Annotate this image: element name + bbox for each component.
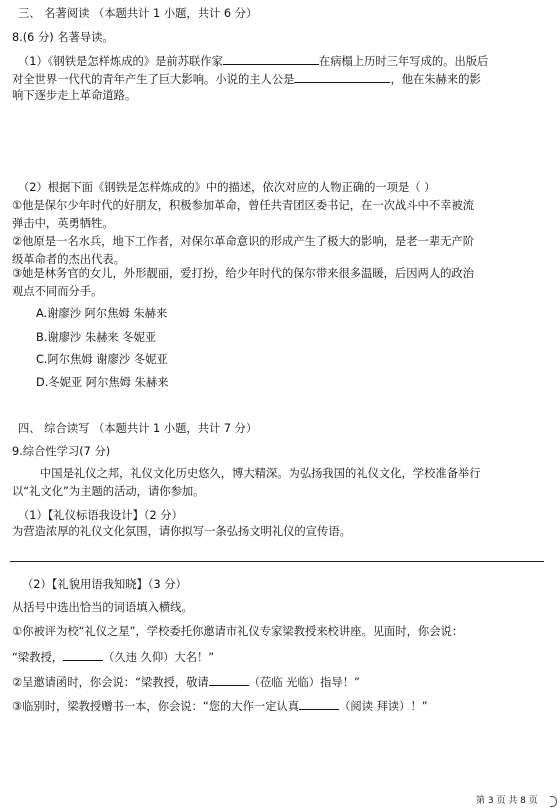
- q9-1-text: 为营造浓厚的礼仪文化氛围，请你拟写一条弘扬文明礼仪的宣传语。: [12, 525, 351, 538]
- desc3-line2: 观点不同而分手。: [12, 285, 103, 298]
- q8-1-text-a: （1）《钢铁是怎样炼成的》是前苏联作家: [18, 55, 223, 68]
- item3-text-b: （阅读 拜读）！”: [339, 700, 428, 713]
- option-b[interactable]: B.谢廖沙 朱赫来 冬妮亚: [36, 331, 157, 344]
- binding-edge-mark: [550, 796, 557, 807]
- q9-2-item3: [12, 697, 428, 716]
- q9-2-item1-line1: ①你被评为校“礼仪之星”，学校委托你邀请市礼仪专家梁教授来校讲座。见面时，你会说：: [12, 625, 464, 638]
- item3-text-a: ③临别时，梁教授赠书一本，你会说：“您的大作一定认真: [12, 700, 300, 713]
- q9-intro-line2: 以“礼文化”为主题的活动，请你参加。: [12, 485, 205, 498]
- q9-2-item1-line2: [12, 648, 214, 667]
- item1-blank[interactable]: [63, 648, 103, 661]
- q9-1-title: （1）【礼仪标语我设计】（2 分）: [18, 509, 183, 522]
- q9-intro-line1: 中国是礼仪之邦，礼仪文化历史悠久，博大精深。为弘扬我国的礼仪文化，学校准备举行: [40, 467, 481, 480]
- desc2-line1: ②他原是一名水兵，地下工作者，对保尔革命意识的形成产生了极大的影响，是老一辈无产阶: [12, 235, 475, 248]
- option-c[interactable]: C.阿尔焦姆 谢廖沙 冬妮亚: [36, 353, 168, 366]
- q8-1-text-c: 对全世界一代代的青年产生了巨大影响。小说的主人公是: [12, 73, 295, 86]
- q9-2-title: （2）【礼貌用语我知晓】（3 分）: [22, 578, 187, 591]
- q8-1-line3: 响下逐步走上革命道路。: [12, 89, 137, 102]
- option-a[interactable]: A.谢廖沙 阿尔焦姆 朱赫来: [36, 307, 168, 320]
- section3-heading: 三、 名著阅读 （本题共计 1 小题，共计 6 分）: [18, 7, 258, 20]
- author-blank[interactable]: [223, 52, 319, 65]
- option-d[interactable]: D.冬妮亚 阿尔焦姆 朱赫来: [36, 376, 169, 389]
- section4-heading: 四、 综合读写 （本题共计 1 小题，共计 7 分）: [18, 422, 258, 435]
- protagonist-blank[interactable]: [294, 70, 390, 83]
- answer-divider: [10, 561, 544, 562]
- q8-1-line1: [18, 52, 488, 71]
- item3-blank[interactable]: [299, 697, 339, 710]
- item1-text-b: （久违 久仰）大名！”: [103, 651, 215, 664]
- item2-text-b: （莅临 光临）指导！”: [248, 676, 360, 689]
- q8-1-text-d: ，他在朱赫来的影: [390, 73, 481, 86]
- desc3-line1: ③她是林务官的女儿，外形靓丽，爱打扮，给少年时代的保尔带来很多温暖，后因两人的政治: [12, 267, 475, 280]
- desc2-line2: 级革命者的杰出代表。: [12, 253, 125, 266]
- q8-1-text-b: 在病榻上历时三年写成的。出版后: [318, 55, 489, 68]
- q9-2-item2: [12, 673, 360, 692]
- desc1-line2: 弹击中，英勇牺牲。: [12, 217, 114, 230]
- q9-2-instruction: 从括号中选出恰当的词语填入横线。: [12, 601, 193, 614]
- item1-text-a: “梁教授，: [12, 651, 64, 664]
- item2-text-a: ②呈邀请函时，你会说：“梁教授，敬请: [12, 676, 209, 689]
- q9-label: 9.综合性学习(7 分): [12, 445, 111, 458]
- desc1-line1: ①他是保尔少年时代的好朋友，积极参加革命，曾任共青团区委书记，在一次战斗中不幸被流: [12, 199, 475, 212]
- q8-label: 8.(6 分) 名著导读。: [12, 31, 114, 44]
- item2-blank[interactable]: [209, 673, 249, 686]
- page-number: 第 3 页 共 8 页: [476, 796, 538, 806]
- q8-1-line2: [12, 70, 481, 89]
- q8-2-stem: （2）根据下面《钢铁是怎样炼成的》中的描述，依次对应的人物正确的一项是（ ）: [18, 181, 436, 194]
